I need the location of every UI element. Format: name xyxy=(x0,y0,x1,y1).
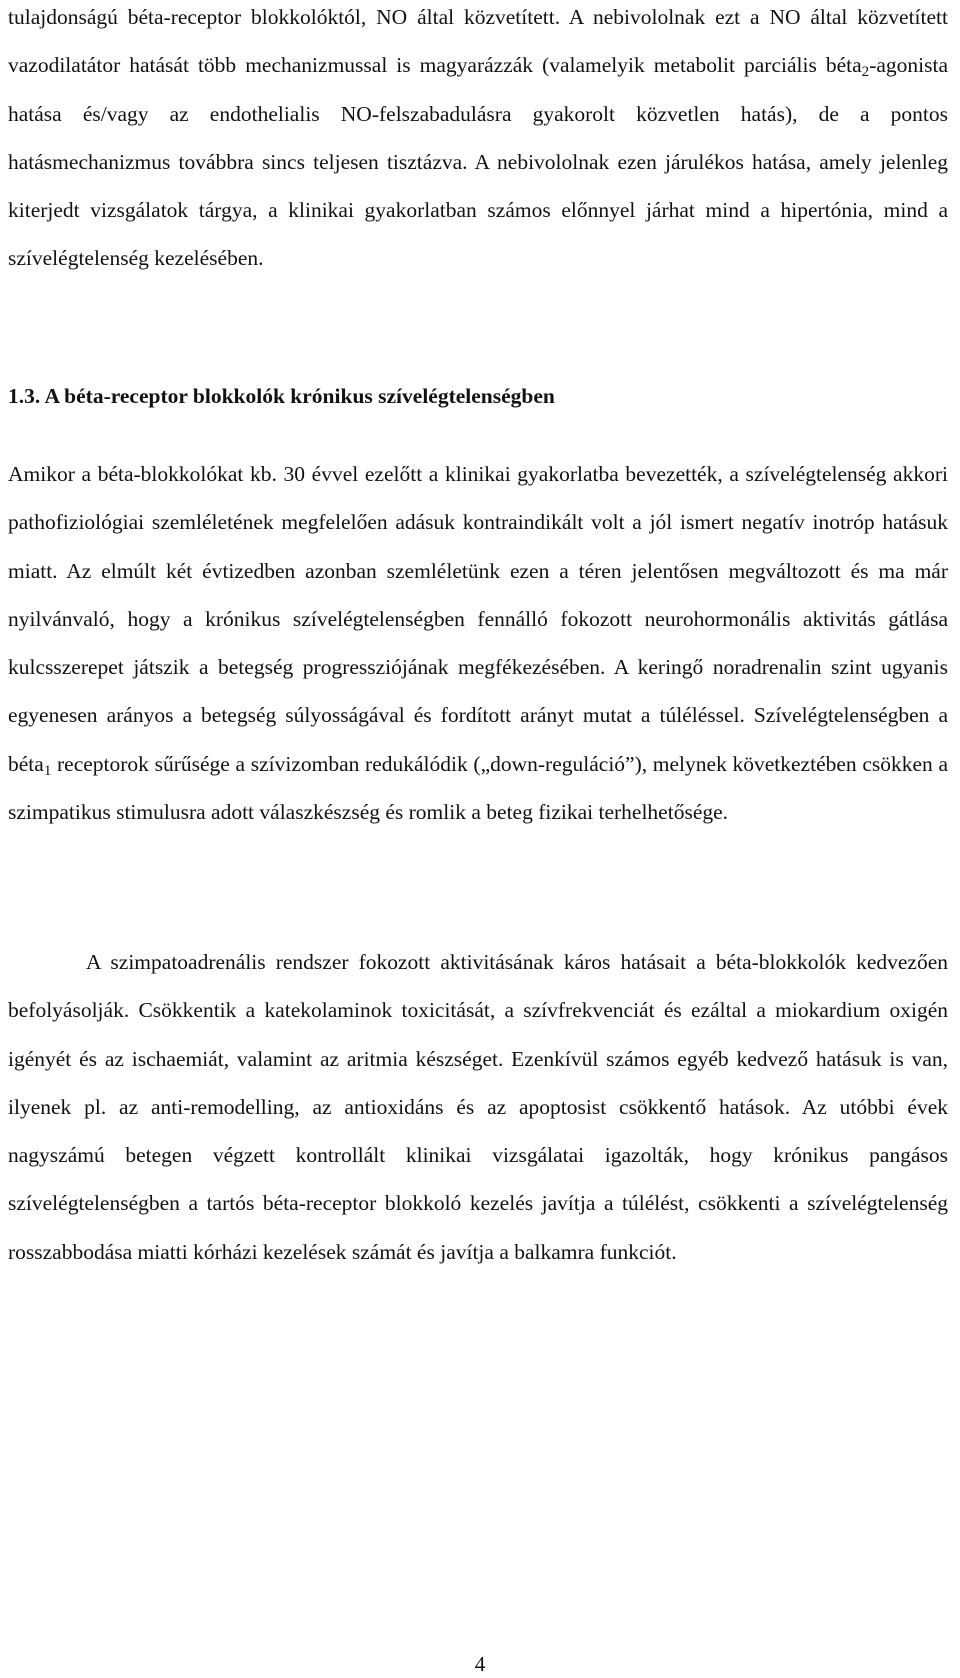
paragraph-text: receptorok sűrűsége a szívizomban redukálódik („down-reguláció”), melynek következtében csökken a szimpatikus stimulusra adott válaszkészség és romlik a beteg fizikai terhelhetősége. xyxy=(8,751,948,825)
paragraph-text: A szimpatoadrenális rendszer fokozott aktivitásának káros hatásait a béta-blokkolók kedvezően befolyásolják. Csökkentik a katekolaminok toxicitását, a szívfrekvenciát és ezáltal a miokardium oxigén igényét és az ischaemiát, valamint az aritmia készséget. Ezenkívül számos egyéb kedvező hatásuk is van, ilyenek pl. az anti-remodelling, az antioxidáns és az apoptosist csökkentő hatások. Az utóbbi évek nagyszámú betegen végzett kontrollált klinikai vizsgálatai igazolták, hogy krónikus pangásos szívelégtelenségben a tartós béta-receptor blokkoló kezelés javítja a túlélést, csökkenti a szívelégtelenség rosszabbodása miatti kórházi kezelések számát és javítja a balkamra funkciót. xyxy=(8,950,948,1264)
body-paragraph xyxy=(8,450,948,836)
body-paragraph xyxy=(8,0,948,283)
paragraph-text: Amikor a béta-blokkolókat kb. 30 évvel ezelőtt a klinikai gyakorlatba bevezették, a szívelégtelenség akkori pathofiziológiai szemléletének megfelelően adásuk kontraindikált volt a jól ismert negatív inotróp hatásuk miatt. Az elmúlt két évtizedben azonban szemléletünk ezen a téren jelentősen megváltozott és ma már nyilvánvaló, hogy a krónikus szívelégtelenségben fennálló fokozott neurohormonális aktivitás gátlása kulcsszerepet játszik a betegség progressziójának megfékezésében. A keringő noradrenalin szint ugyanis egyenesen arányos a betegség súlyosságával és fordított arányt mutat a túléléssel. Szívelégtelenségben a béta xyxy=(8,462,948,776)
page-number: 4 xyxy=(474,1652,486,1676)
subscript: 2 xyxy=(861,64,870,81)
section-heading: 1.3. A béta-receptor blokkolók krónikus szívelégtelenségben xyxy=(8,384,555,408)
body-paragraph xyxy=(8,938,948,1276)
paragraph-text: -agonista hatása és/vagy az endothelialis NO-felszabadulásra gyakorolt közvetlen hatás), de a pontos hatásmechanizmus továbbra sincs teljesen tisztázva. A nebivololnak ezen járulékos hatása, amely jelenleg kiterjedt vizsgálatok tárgya, a klinikai gyakorlatban számos előnnyel járhat mind a hipertónia, mind a szívelégtelenség kezelésében. xyxy=(8,53,948,271)
paragraph-text: tulajdonságú béta-receptor blokkolóktól, NO által közvetített. A nebivololnak ezt a NO által közvetített vazodilatátor hatását több mechanizmussal is magyarázzák (valamelyik metabolit parciális béta xyxy=(8,5,948,78)
subscript: 1 xyxy=(43,762,52,779)
